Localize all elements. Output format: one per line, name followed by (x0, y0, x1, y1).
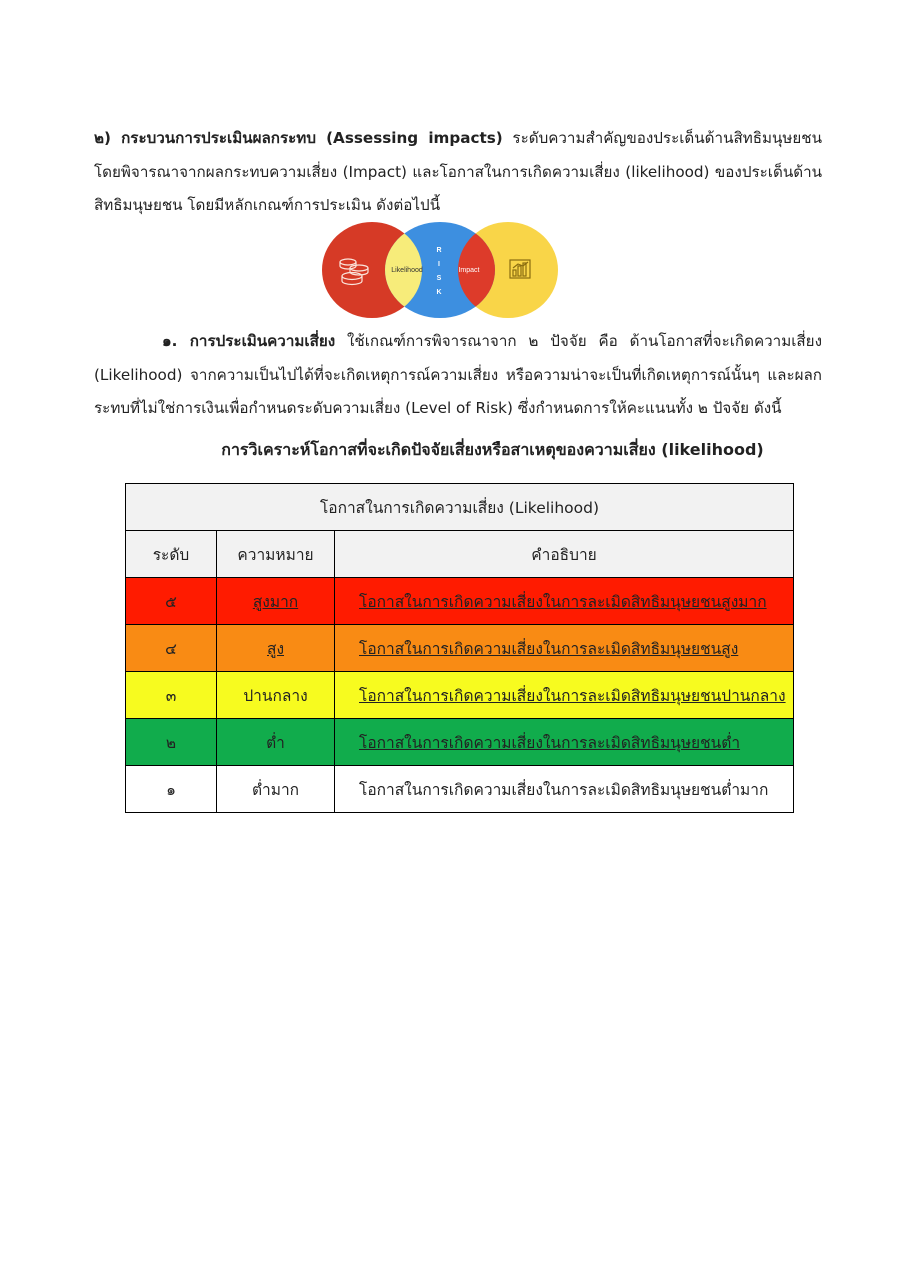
col-header-level: ระดับ (126, 531, 217, 578)
meaning-cell: ปานกลาง (217, 672, 335, 719)
table-main-header: โอกาสในการเกิดความเสี่ยง (Likelihood) (126, 484, 794, 531)
table-column-header-row (126, 531, 794, 578)
risk-letter-i: I (438, 261, 440, 268)
description-cell: โอกาสในการเกิดความเสี่ยงในการละเมิดสิทธิมนุษยชนสูงมาก (335, 578, 794, 625)
meaning-cell: ต่ำมาก (217, 766, 335, 813)
level-cell: ๒ (126, 719, 217, 766)
table-row (126, 672, 794, 719)
level-cell: ๕ (126, 578, 217, 625)
meaning-cell: สูง (217, 625, 335, 672)
risk-assessment-paragraph (94, 325, 822, 426)
risk-letter-k: K (436, 289, 442, 296)
table-row (126, 766, 794, 813)
description-cell: โอกาสในการเกิดความเสี่ยงในการละเมิดสิทธิมนุษยชนต่ำ (335, 719, 794, 766)
table-row (126, 625, 794, 672)
description-cell: โอกาสในการเกิดความเสี่ยงในการละเมิดสิทธิมนุษยชนสูง (335, 625, 794, 672)
level-cell: ๑ (126, 766, 217, 813)
impact-label: Impact (458, 267, 480, 274)
level-cell: ๓ (126, 672, 217, 719)
level-cell: ๔ (126, 625, 217, 672)
meaning-cell: ต่ำ (217, 719, 335, 766)
section1-text: ใช้เกณฑ์การพิจารณาจาก ๒ ปัจจัย คือ ด้านโอกาสที่จะเกิดความเสี่ยง (Likelihood) จากความเป็นไปได้ที่จะเกิดเหตุการณ์ความเสี่ยง หรือความน่าจะเป็นที่เกิดเหตุการณ์นั้นๆ และผลกระทบที่ไม่ใช่การเงินเพื่อกำหนดระดับความเสี่ยง (Level of Risk) ซึ่งกำหนดการให้คะแนนทั้ง ๒ ปัจจัย ดังนี้ (94, 332, 822, 417)
table-row (126, 578, 794, 625)
table-main-header-row (126, 484, 794, 531)
section2-text: ระดับความสำคัญของประเด็นด้านสิทธิมนุษยชน โดยพิจารณาจากผลกระทบความเสี่ยง (Impact) และโอกาสในการเกิดความเสี่ยง (likelihood) ของประเด็นด้านสิทธิมนุษยชน โดยมีหลักเกณฑ์การประเมิน ดังต่อไปนี้ (94, 129, 822, 214)
description-cell: โอกาสในการเกิดความเสี่ยงในการละเมิดสิทธิมนุษยชนต่ำมาก (335, 766, 794, 813)
risk-letter-s: S (436, 275, 442, 282)
col-header-meaning: ความหมาย (217, 531, 335, 578)
likelihood-label: Likelihood (391, 267, 423, 274)
section1-heading: ๑. การประเมินความเสี่ยง (162, 332, 336, 350)
meaning-cell: สูงมาก (217, 578, 335, 625)
table-title: การวิเคราะห์โอกาสที่จะเกิดปัจจัยเสี่ยงหรือสาเหตุของความเสี่ยง (likelihood) (221, 440, 764, 459)
assessing-impacts-paragraph (94, 122, 822, 223)
likelihood-table (125, 483, 794, 813)
col-header-description: คำอธิบาย (335, 531, 794, 578)
risk-venn-diagram (322, 222, 558, 318)
table-row (126, 719, 794, 766)
section2-heading: ๒) กระบวนการประเมินผลกระทบ (Assessing impacts) (94, 129, 503, 147)
description-cell: โอกาสในการเกิดความเสี่ยงในการละเมิดสิทธิมนุษยชนปานกลาง (335, 672, 794, 719)
risk-letter-r: R (436, 247, 442, 254)
